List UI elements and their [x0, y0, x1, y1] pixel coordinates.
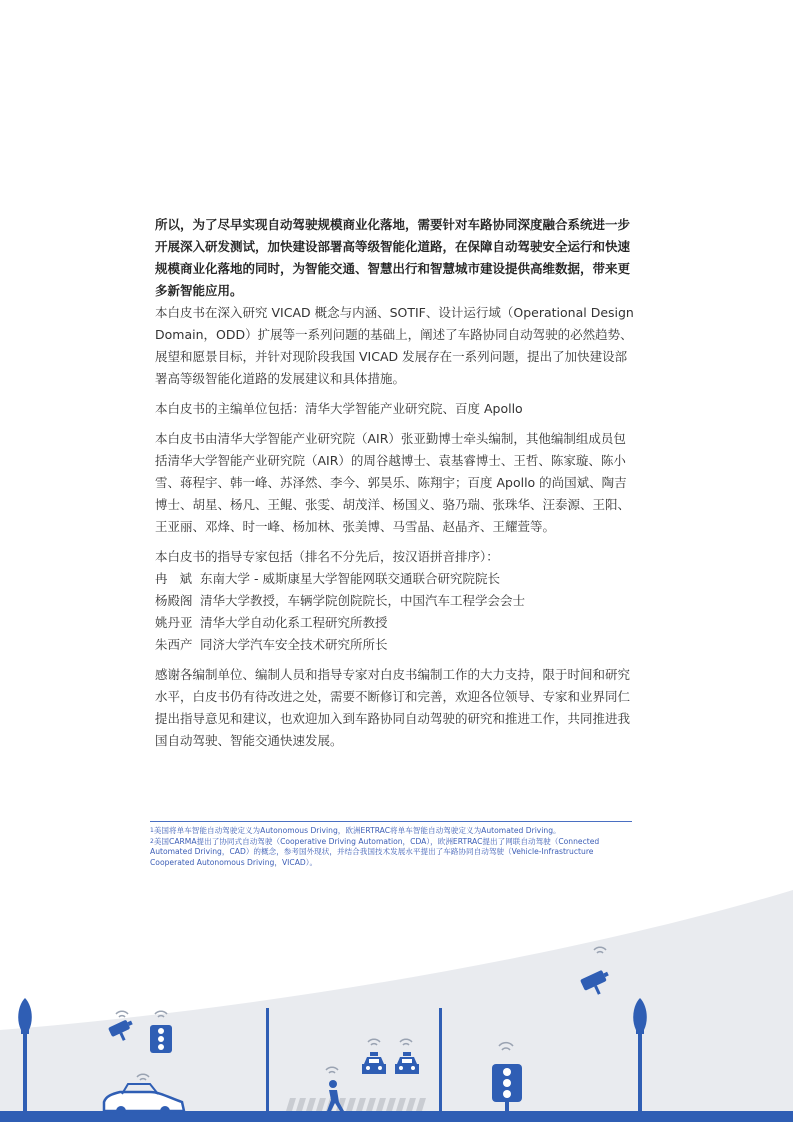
- footnote-number: 1: [150, 827, 154, 834]
- footnote-1: [150, 826, 632, 837]
- main-text: [155, 214, 635, 752]
- experts-list: [155, 568, 635, 656]
- expert-name: 杨殿阁: [155, 593, 193, 608]
- expert-title: 同济大学汽车安全技术研究所所长: [200, 637, 388, 652]
- footnote-text: 美国将单车智能自动驾驶定义为Autonomous Driving，欧洲ERTRAC将单车智能自动驾驶定义为Automated Driving。: [153, 826, 561, 835]
- hill-background: [0, 890, 793, 1122]
- footnote-text: 美国CARMA提出了协同式自动驾驶（Cooperative Driving Automation，CDA），欧洲ERTRAC提出了网联自动驾驶（Connected Automated Driving，CAD）的概念，参考国外现状，并结合我国技术发展水平提出了车路协同自动驾驶（Vehicle-Infrastructure Cooperated Autonomous Driving，VICAD）。: [150, 836, 600, 867]
- expert-name: 朱西产: [155, 637, 193, 652]
- expert-name: 冉斌: [155, 571, 205, 586]
- footnotes: [150, 826, 632, 868]
- wifi-icon: [116, 1011, 128, 1017]
- expert-title: 清华大学自动化系工程研究所教授: [200, 615, 388, 630]
- expert-row: [155, 590, 635, 612]
- expert-row: [155, 634, 635, 656]
- traffic-light-icon: [150, 1025, 172, 1053]
- editors-main-paragraph: 本白皮书的主编单位包括：清华大学智能产业研究院、百度 Apollo: [155, 401, 523, 416]
- divider-pole: [439, 1008, 442, 1112]
- divider-pole: [266, 1008, 269, 1112]
- scope-paragraph: 本白皮书在深入研究 VICAD 概念与内涵、SOTIF、设计运行域（Operational Design Domain，ODD）扩展等一系列问题的基础上，阐述了车路协同自动驾驶的必然趋势、展望和愿景目标，并针对现阶段我国 VICAD 发展存在一系列问题，提出了加快建设部署高等级智能化道路的发展建议和具体措施。: [155, 305, 634, 386]
- experts-intro: 本白皮书的指导专家包括（排名不分先后，按汉语拼音排序）：: [155, 549, 499, 564]
- members-paragraph: 本白皮书由清华大学智能产业研究院（AIR）张亚勤博士牵头编制，其他编制组成员包括清华大学智能产业研究院（AIR）的周谷越博士、袁基睿博士、王哲、陈家璇、陈小雪、蒋程宇、韩一峰、苏泽然、李今、郭昊乐、陈翔宇；百度 Apollo 的尚国斌、陶吉博士、胡星、杨凡、王鲲、张雯、胡茂洋、杨国义、骆乃瑞、张珠华、汪泰源、王阳、王亚丽、邓烽、时一峰、杨加林、张美博、马雪晶、赵晶齐、王耀萱等。: [155, 431, 631, 534]
- expert-title: 清华大学教授，车辆学院创院院长，中国汽车工程学会会士: [200, 593, 526, 608]
- expert-row: [155, 612, 635, 634]
- expert-name: 姚丹亚: [155, 615, 193, 630]
- thanks-paragraph: 感谢各编制单位、编制人员和指导专家对白皮书编制工作的大力支持，限于时间和研究水平，白皮书仍有待改进之处，需要不断修订和完善，欢迎各位领导、专家和业界同仁提出指导意见和建议，也欢迎加入到车路协同自动驾驶的研究和推进工作，共同推进我国自动驾驶、智能交通快速发展。: [155, 667, 631, 748]
- bold-paragraph: 所以，为了尽早实现自动驾驶规模商业化落地，需要针对车路协同深度融合系统进一步开展深入研发测试，加快建设部署高等级智能化道路，在保障自动驾驶安全运行和快速规模商业化落地的同时，为智能交通、智慧出行和智慧城市建设提供高维数据，带来更多新智能应用。: [155, 217, 631, 298]
- expert-title: 东南大学 - 威斯康星大学智能网联交通联合研究院院长: [200, 571, 500, 586]
- footnote-divider: [150, 821, 632, 822]
- expert-row: [155, 568, 635, 590]
- road-illustration: [0, 880, 793, 1122]
- footnote-number: 2: [150, 837, 154, 845]
- footnote-2: [150, 837, 632, 869]
